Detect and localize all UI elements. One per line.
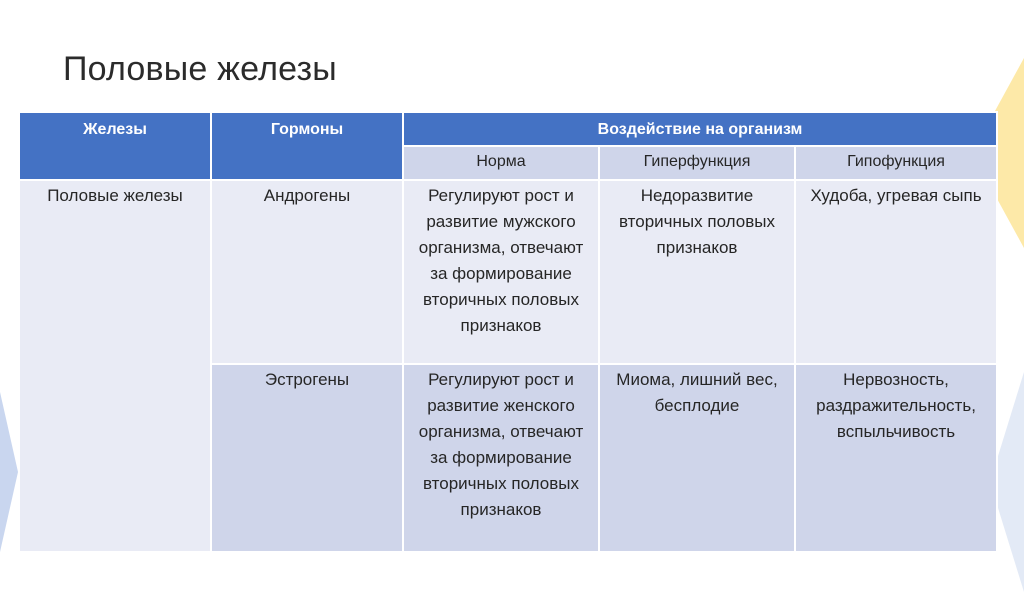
decor-triangle-left bbox=[0, 392, 18, 552]
slide-title: Половые железы bbox=[63, 50, 337, 88]
hyper-cell: Недоразвитие вторичных половых признаков bbox=[599, 180, 795, 364]
hyper-cell: Миома, лишний вес, бесплодие bbox=[599, 364, 795, 552]
header-glands: Железы bbox=[19, 112, 211, 180]
gland-name-cell: Половые железы bbox=[19, 180, 211, 552]
header-hypo: Гипофункция bbox=[795, 146, 997, 180]
norm-cell: Регулируют рост и развитие мужского организма, отвечают за формирование вторичных половых признаков bbox=[403, 180, 599, 364]
hormone-cell: Эстрогены bbox=[211, 364, 403, 552]
table-row bbox=[19, 180, 997, 364]
hypo-cell: Нервозность, раздражительность, вспыльчивость bbox=[795, 364, 997, 552]
header-hyper: Гиперфункция bbox=[599, 146, 795, 180]
header-hormones: Гормоны bbox=[211, 112, 403, 180]
hormone-cell: Андрогены bbox=[211, 180, 403, 364]
hypo-cell: Худоба, угревая сыпь bbox=[795, 180, 997, 364]
norm-cell: Регулируют рост и развитие женского организма, отвечают за формирование вторичных половых признаков bbox=[403, 364, 599, 552]
hormones-table bbox=[18, 111, 998, 553]
header-effect: Воздействие на организм bbox=[403, 112, 997, 146]
header-norm: Норма bbox=[403, 146, 599, 180]
